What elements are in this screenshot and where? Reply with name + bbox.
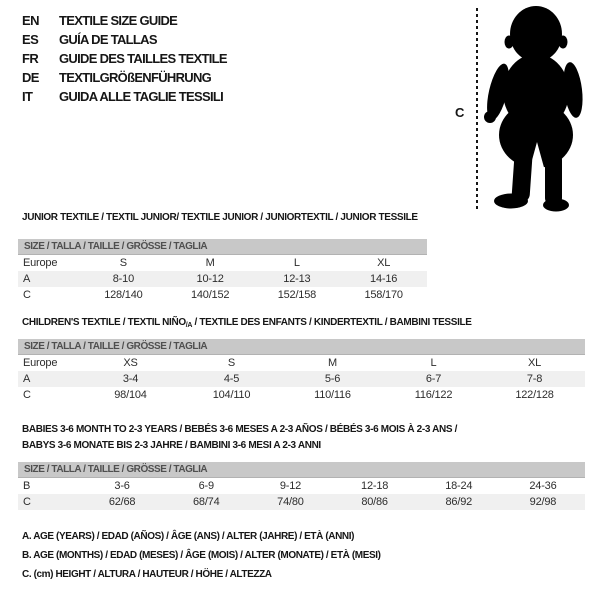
lang-code: ES — [22, 32, 39, 47]
cell: 5-6 — [324, 373, 341, 385]
language-title-block — [22, 11, 227, 106]
cell: 104/110 — [212, 389, 251, 401]
cell: 6-9 — [198, 480, 214, 492]
note-age-years: A. AGE (YEARS) / EDAD (AÑOS) / ÂGE (ANS) / ALTER (JAHRE) / ETÀ (ANNI) — [22, 531, 355, 542]
lang-row-it — [22, 87, 227, 106]
cell: 4-5 — [223, 373, 240, 385]
cell: 12-18 — [361, 480, 389, 492]
cell: 140/152 — [190, 289, 230, 301]
cell: M — [328, 357, 337, 369]
cell: 62/68 — [108, 496, 136, 508]
lang-row-es — [22, 30, 227, 49]
table-row-europe — [18, 255, 427, 271]
lang-row-de — [22, 68, 227, 87]
cell: 98/104 — [114, 389, 147, 401]
table-row-age — [18, 271, 427, 287]
cell: 74/80 — [277, 496, 304, 508]
babies-table-title-line2: BABYS 3-6 MONATE BIS 2-3 JAHRE / BAMBINI 3-6 MESI A 2-3 ANNI — [22, 440, 321, 451]
row-label: Europe — [23, 257, 58, 269]
cell: 10-12 — [196, 273, 224, 285]
lang-title: GUIDE DES TAILLES TEXTILE — [59, 51, 227, 66]
row-label: C — [23, 389, 31, 401]
note-age-months: B. AGE (MONTHS) / EDAD (MESES) / ÂGE (MOIS) / ALTER (MONATE) / ETÀ (MESI) — [22, 550, 381, 561]
height-measure-dashed-line — [476, 8, 478, 210]
cell: 86/92 — [445, 496, 473, 508]
cell: 110/116 — [314, 389, 351, 401]
size-header-bar: SIZE / TALLA / TAILLE / GRÖSSE / TAGLIA — [18, 462, 585, 478]
table-row-age — [18, 371, 585, 387]
cell: 158/170 — [364, 289, 403, 301]
cell: S — [227, 357, 236, 369]
table-row-height — [18, 287, 427, 303]
junior-table-title: JUNIOR TEXTILE / TEXTIL JUNIOR/ TEXTILE JUNIOR / JUNIORTEXTIL / JUNIOR TESSILE — [22, 212, 418, 223]
row-label: A — [23, 273, 31, 285]
cell: 14-16 — [370, 273, 398, 285]
cell: L — [293, 257, 300, 269]
lang-code: EN — [22, 13, 39, 28]
title-text: / TEXTILE DES ENFANTS / KINDERTEXTIL / BAMBINI TESSILE — [192, 317, 472, 328]
cell: 3-4 — [122, 373, 139, 385]
cell: XL — [527, 357, 542, 369]
table-row-age-months — [18, 478, 585, 494]
cell: XL — [377, 257, 391, 269]
cell: 24-36 — [529, 480, 557, 492]
cell: 3-6 — [114, 480, 130, 492]
size-header-bar: SIZE / TALLA / TAILLE / GRÖSSE / TAGLIA — [18, 339, 585, 355]
cell: 122/128 — [515, 389, 554, 401]
cell: 6-7 — [425, 373, 442, 385]
cell: 8-10 — [112, 273, 134, 285]
cell: 18-24 — [445, 480, 473, 492]
lang-code: DE — [22, 70, 39, 85]
cell: 7-8 — [526, 373, 543, 385]
table-row-height — [18, 387, 585, 403]
lang-title: GUÍA DE TALLAS — [59, 32, 157, 47]
cell: 152/158 — [277, 289, 317, 301]
cell: XS — [123, 357, 138, 369]
lang-title: TEXTILE SIZE GUIDE — [59, 13, 178, 28]
lang-row-fr — [22, 49, 227, 68]
cell: L — [430, 357, 437, 369]
cell: 128/140 — [104, 289, 143, 301]
lang-code: IT — [22, 89, 33, 104]
row-label: A — [23, 373, 31, 385]
babies-size-table — [18, 462, 585, 510]
cell: 92/98 — [529, 496, 557, 508]
lang-row-en — [22, 11, 227, 30]
cell: 9-12 — [279, 480, 302, 492]
row-label: Europe — [23, 357, 58, 369]
table-row-europe — [18, 355, 585, 371]
title-subscript: /A — [185, 322, 193, 329]
cell: 12-13 — [283, 273, 311, 285]
cell: 80/86 — [361, 496, 388, 508]
row-label: C — [23, 496, 31, 508]
cell: M — [205, 257, 215, 269]
row-label: C — [23, 289, 31, 301]
baby-silhouette-icon — [480, 4, 598, 212]
children-size-table — [18, 339, 585, 403]
title-text: CHILDREN'S TEXTILE / TEXTIL NIÑO — [22, 317, 186, 328]
lang-title: TEXTILGRÖßENFÜHRUNG — [59, 70, 212, 85]
lang-code: FR — [22, 51, 39, 66]
note-height-cm: C. (cm) HEIGHT / ALTURA / HAUTEUR / HÖHE / ALTEZZA — [22, 569, 272, 580]
size-header-bar: SIZE / TALLA / TAILLE / GRÖSSE / TAGLIA — [18, 239, 427, 255]
row-label: B — [23, 480, 31, 492]
children-table-title — [22, 317, 472, 329]
cell: 116/122 — [414, 389, 453, 401]
height-measure-label: C — [455, 105, 465, 120]
junior-size-table — [18, 239, 427, 303]
legend-notes — [22, 531, 381, 588]
lang-title: GUIDA ALLE TAGLIE TESSILI — [59, 89, 224, 104]
cell: S — [119, 257, 127, 269]
table-row-height — [18, 494, 585, 510]
cell: 68/74 — [192, 496, 220, 508]
babies-table-title-line1: BABIES 3-6 MONTH TO 2-3 YEARS / BEBÉS 3-6 MESES A 2-3 AÑOS / BÉBÉS 3-6 MOIS À 2-3 ANS / — [22, 424, 458, 435]
